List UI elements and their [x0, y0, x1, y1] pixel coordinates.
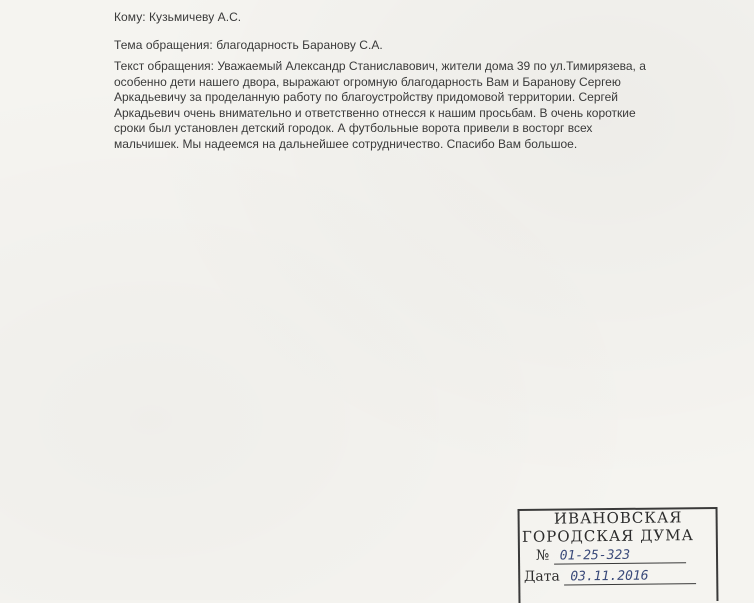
letter-body-line: особенно дети нашего двора, выражают огромную благодарность Вам и Баранову Сергею: [114, 74, 621, 89]
stamp-number-field: [536, 546, 686, 565]
letter-body-line: Аркадьевич очень внимательно и ответственно отнесся к нашим просьбам. В очень короткие: [114, 105, 636, 120]
registration-stamp: [518, 503, 718, 600]
stamp-number-value: 01-25-323: [554, 547, 686, 564]
stamp-number-label: №: [535, 547, 550, 564]
stamp-date-value: 03.11.2016: [564, 568, 696, 585]
letter-body-line: мальчишек. Мы надеемся на дальнейшее сотрудничество. Спасибо Вам большое.: [114, 136, 578, 151]
letter-body-line: Аркадьевичу за проделанную работу по благоустройству придомовой территории. Сергей: [114, 90, 619, 105]
stamp-date-field: [524, 567, 696, 586]
stamp-date-label: Дата: [523, 568, 560, 585]
letter-body: [114, 59, 734, 153]
letter-body-line: Текст обращения: Уважаемый Александр Станиславович, жители дома 39 по ул.Тимирязева, а: [114, 59, 646, 73]
letter-body-line: сроки был установлен детский городок. А футбольные ворота привели в восторг всех: [114, 121, 593, 136]
recipient-line: Кому: Кузьмичеву А.С.: [114, 10, 242, 24]
subject-line: Тема обращения: благодарность Баранову С.А.: [114, 38, 383, 52]
stamp-org-line1: ИВАНОВСКАЯ: [553, 508, 683, 528]
stamp-org-line2: ГОРОДСКАЯ ДУМА: [521, 526, 694, 546]
